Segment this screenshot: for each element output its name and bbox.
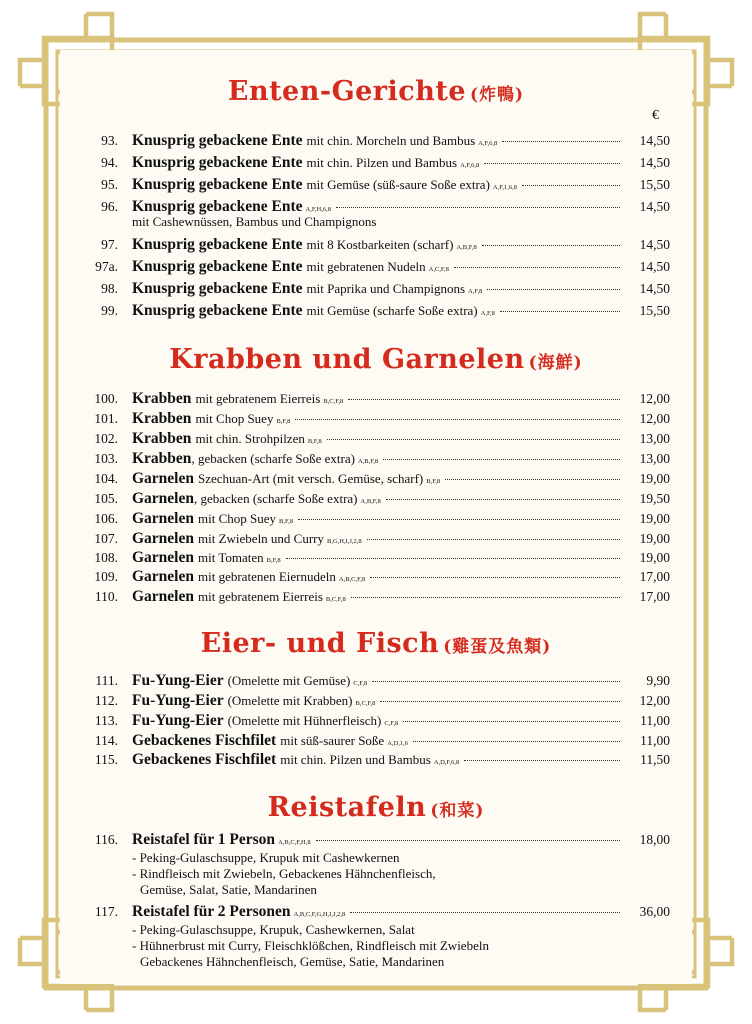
dot-leader <box>502 141 620 142</box>
dot-leader <box>445 479 620 480</box>
dot-leader <box>454 267 620 268</box>
dot-leader <box>298 519 620 520</box>
dot-leader <box>487 289 620 290</box>
item-name: Garnelen <box>132 568 194 585</box>
item-description: mit Gemüse (scharfe Soße extra) <box>306 303 478 318</box>
item-price: 19,00 <box>639 550 670 565</box>
item-name: Garnelen <box>132 510 194 527</box>
section-title-text: Eier- und Fisch <box>200 628 440 659</box>
menu-item <box>88 530 670 550</box>
item-price: 14,50 <box>639 155 670 170</box>
section-title <box>0 792 752 823</box>
menu-item <box>88 176 670 196</box>
dot-leader <box>350 912 620 913</box>
section-title <box>0 344 752 375</box>
item-number: 103. <box>94 451 118 466</box>
item-subline: - Peking-Gulaschsuppe, Krupuk mit Cashewkernen <box>132 850 400 865</box>
dot-leader <box>386 499 620 500</box>
item-description: mit gebratenem Eierreis <box>195 391 321 406</box>
dot-leader <box>336 207 620 208</box>
allergen-codes: A,B,C,F,G,H,I,J,2,8 <box>293 911 346 918</box>
allergen-codes: B,F,8 <box>307 438 322 445</box>
item-description: mit chin. Pilzen und Bambus <box>306 155 458 170</box>
dot-leader <box>380 701 620 702</box>
allergen-codes: B,C,F,8 <box>323 398 344 405</box>
item-price: 17,00 <box>639 589 670 604</box>
item-name: Garnelen <box>132 470 194 487</box>
menu-item <box>88 549 670 569</box>
item-description: mit Tomaten <box>198 550 264 565</box>
allergen-codes: A,F,8 <box>468 288 483 295</box>
menu-item <box>88 588 670 608</box>
allergen-codes: A,F,8 <box>480 310 495 317</box>
allergen-codes: A,B,F,8 <box>357 458 379 465</box>
item-description: mit Paprika und Champignons <box>306 281 466 296</box>
item-name: Knusprig gebackene Ente <box>132 236 303 253</box>
menu-item <box>88 154 670 174</box>
dot-leader <box>522 185 620 186</box>
item-subline: - Peking-Gulaschsuppe, Krupuk, Cashewkernen, Salat <box>132 922 415 937</box>
item-description: mit Chop Suey <box>198 511 277 526</box>
dot-leader <box>327 439 620 440</box>
item-subline: - Rindfleisch mit Zwiebeln, Gebackenes Hähnchenfleisch, <box>132 866 436 881</box>
item-description: mit süß-saurer Soße <box>280 733 385 748</box>
item-name: Krabben <box>132 410 192 427</box>
item-price: 14,50 <box>639 281 670 296</box>
item-number: 95. <box>101 177 118 192</box>
allergen-codes: A,B,C,F,8 <box>338 576 366 583</box>
allergen-codes: A,B,F,8 <box>456 244 477 251</box>
item-description: mit chin. Strohpilzen <box>195 431 305 446</box>
item-description: (Omelette mit Hühnerfleisch) <box>227 713 382 728</box>
item-name: Gebackenes Fischfilet <box>132 732 277 749</box>
dot-leader <box>484 163 620 164</box>
item-name: Krabben <box>132 450 192 467</box>
menu-item <box>88 236 670 256</box>
item-price: 13,00 <box>639 451 670 466</box>
allergen-codes: B,C,F,8 <box>325 596 346 603</box>
item-price: 18,00 <box>639 832 670 847</box>
item-description: , gebacken (scharfe Soße extra) <box>191 451 355 466</box>
item-price: 12,00 <box>639 411 670 426</box>
item-name: Reistafel für 2 Personen <box>132 903 291 920</box>
item-description: mit gebratenem Eierreis <box>198 589 323 604</box>
section-title-chinese: (和菜) <box>430 801 485 821</box>
dot-leader <box>464 760 620 761</box>
allergen-codes: A,F,6,8 <box>478 140 498 147</box>
item-subline: Gemüse, Salat, Satie, Mandarinen <box>140 882 317 897</box>
item-number: 106. <box>94 511 118 526</box>
section-title-text: Krabben und Garnelen <box>169 344 525 375</box>
item-number: 116. <box>94 832 118 847</box>
dot-leader <box>370 577 620 578</box>
item-name: Knusprig gebackene Ente <box>132 154 303 171</box>
item-price: 36,00 <box>639 904 670 919</box>
section-title-chinese: (海鮮) <box>528 353 583 373</box>
item-description: Szechuan-Art (mit versch. Gemüse, scharf) <box>198 471 424 486</box>
menu-item <box>88 258 670 278</box>
item-description: mit gebratenen Nudeln <box>306 259 426 274</box>
item-description: , gebacken (scharfe Soße extra) <box>194 491 358 506</box>
item-number: 102. <box>94 431 118 446</box>
item-name: Knusprig gebackene Ente <box>132 258 303 275</box>
dot-leader <box>482 245 620 246</box>
item-number: 96. <box>101 199 118 214</box>
allergen-codes: A,C,F,8 <box>428 266 449 273</box>
item-name: Krabben <box>132 430 192 447</box>
item-price: 14,50 <box>639 259 670 274</box>
item-name: Knusprig gebackene Ente <box>132 280 303 297</box>
allergen-codes: B,C,F,8 <box>355 700 376 707</box>
allergen-codes: B,F,8 <box>279 518 293 525</box>
item-description: mit Zwiebeln und Curry <box>198 531 325 546</box>
item-number: 112. <box>94 693 118 708</box>
item-name: Knusprig gebackene Ente <box>132 302 303 319</box>
menu-item <box>88 410 670 430</box>
menu-item <box>88 302 670 322</box>
item-price: 19,00 <box>639 511 670 526</box>
dot-leader <box>500 311 620 312</box>
item-price: 14,50 <box>639 133 670 148</box>
dot-leader <box>316 840 620 841</box>
item-number: 110. <box>94 589 118 604</box>
item-price: 11,00 <box>640 733 670 748</box>
item-number: 109. <box>94 569 118 584</box>
menu-item <box>88 712 670 732</box>
menu-item <box>88 470 670 490</box>
dot-leader <box>383 459 620 460</box>
item-description: mit Chop Suey <box>195 411 274 426</box>
allergen-codes: B,G,H,I,J,2,8 <box>327 538 362 545</box>
allergen-codes: C,F,8 <box>384 720 399 727</box>
item-price: 15,50 <box>639 177 670 192</box>
item-name: Garnelen <box>132 549 194 566</box>
item-name: Garnelen <box>132 490 194 507</box>
allergen-codes: A,D,1,6 <box>387 740 408 747</box>
allergen-codes: B,F,8 <box>266 557 281 564</box>
currency-header: € <box>652 108 659 123</box>
allergen-codes: A,B,C,F,H,8 <box>278 839 311 846</box>
section-title-text: Enten-Gerichte <box>227 76 467 107</box>
item-price: 12,00 <box>639 693 670 708</box>
dot-leader <box>413 741 620 742</box>
menu-item <box>88 490 670 510</box>
dot-leader <box>372 681 620 682</box>
allergen-codes: A,B,F,8 <box>360 498 381 505</box>
item-number: 113. <box>94 713 118 728</box>
item-subline: - Hühnerbrust mit Curry, Fleischklößchen, Rindfleisch mit Zwiebeln <box>132 938 489 953</box>
menu-item <box>88 430 670 450</box>
allergen-codes: C,F,8 <box>353 680 368 687</box>
item-number: 98. <box>101 281 118 296</box>
item-description: mit chin. Morcheln und Bambus <box>306 133 476 148</box>
item-number: 94. <box>101 155 118 170</box>
item-description: mit gebratenen Eiernudeln <box>198 569 336 584</box>
item-description: (Omelette mit Gemüse) <box>227 673 351 688</box>
item-number: 117. <box>94 904 118 919</box>
menu-item <box>88 831 670 851</box>
item-name: Knusprig gebackene Ente <box>132 198 303 215</box>
item-number: 100. <box>94 391 118 406</box>
item-name: Fu-Yung-Eier <box>132 692 224 709</box>
item-price: 15,50 <box>639 303 670 318</box>
dot-leader <box>295 419 620 420</box>
allergen-codes: A,F,6,8 <box>460 162 480 169</box>
item-number: 111. <box>95 673 118 688</box>
allergen-codes: B,F,8 <box>426 478 441 485</box>
item-number: 99. <box>101 303 118 318</box>
section-title-chinese: (雞蛋及魚類) <box>443 637 552 657</box>
section-title-chinese: (炸鴨) <box>470 85 525 105</box>
item-price: 19,50 <box>639 491 670 506</box>
menu-item <box>88 132 670 152</box>
item-price: 19,00 <box>639 471 670 486</box>
item-name: Garnelen <box>132 588 194 605</box>
item-number: 97. <box>101 237 118 252</box>
menu-item <box>88 732 670 752</box>
item-name: Garnelen <box>132 530 194 547</box>
item-subline: mit Cashewnüssen, Bambus und Champignons <box>132 214 377 229</box>
section-title <box>0 76 752 107</box>
item-price: 14,50 <box>639 199 670 214</box>
menu-item <box>88 903 670 923</box>
menu-item <box>88 751 670 771</box>
dot-leader <box>403 721 620 722</box>
item-number: 97a. <box>95 259 118 274</box>
menu-item <box>88 672 670 692</box>
menu-item <box>88 280 670 300</box>
item-price: 17,00 <box>639 569 670 584</box>
item-name: Knusprig gebackene Ente <box>132 176 303 193</box>
item-number: 104. <box>94 471 118 486</box>
item-number: 114. <box>94 733 118 748</box>
menu-item <box>88 568 670 588</box>
item-price: 11,50 <box>640 752 670 767</box>
item-name: Gebackenes Fischfilet <box>132 751 277 768</box>
item-number: 108. <box>94 550 118 565</box>
menu-item <box>88 510 670 530</box>
item-name: Krabben <box>132 390 192 407</box>
section-title-text: Reistafeln <box>267 792 427 823</box>
item-name: Reistafel für 1 Person <box>132 831 276 848</box>
item-name: Fu-Yung-Eier <box>132 712 224 729</box>
menu-item <box>88 692 670 712</box>
item-price: 9,90 <box>646 673 670 688</box>
allergen-codes: A,F,H,6,8 <box>305 206 331 213</box>
item-price: 19,00 <box>639 531 670 546</box>
item-subline: Gebackenes Hähnchenfleisch, Gemüse, Satie, Mandarinen <box>140 954 445 969</box>
allergen-codes: B,F,8 <box>276 418 291 425</box>
dot-leader <box>367 539 620 540</box>
section-title <box>0 628 752 659</box>
item-description: mit chin. Pilzen und Bambus <box>280 752 431 767</box>
menu-item <box>88 450 670 470</box>
item-number: 115. <box>94 752 118 767</box>
item-name: Fu-Yung-Eier <box>132 672 224 689</box>
item-description: (Omelette mit Krabben) <box>227 693 353 708</box>
allergen-codes: A,F,1,6,8 <box>492 184 517 191</box>
item-number: 107. <box>94 531 118 546</box>
allergen-codes: A,D,F,6,8 <box>433 759 460 766</box>
item-price: 13,00 <box>639 431 670 446</box>
dot-leader <box>348 399 620 400</box>
item-price: 11,00 <box>640 713 670 728</box>
item-price: 14,50 <box>639 237 670 252</box>
item-number: 105. <box>94 491 118 506</box>
item-number: 93. <box>101 133 118 148</box>
dot-leader <box>286 558 620 559</box>
menu-item <box>88 390 670 410</box>
dot-leader <box>351 597 620 598</box>
item-name: Knusprig gebackene Ente <box>132 132 303 149</box>
item-number: 101. <box>94 411 118 426</box>
item-description: mit Gemüse (süß-saure Soße extra) <box>306 177 490 192</box>
item-price: 12,00 <box>639 391 670 406</box>
item-description: mit 8 Kostbarkeiten (scharf) <box>306 237 454 252</box>
